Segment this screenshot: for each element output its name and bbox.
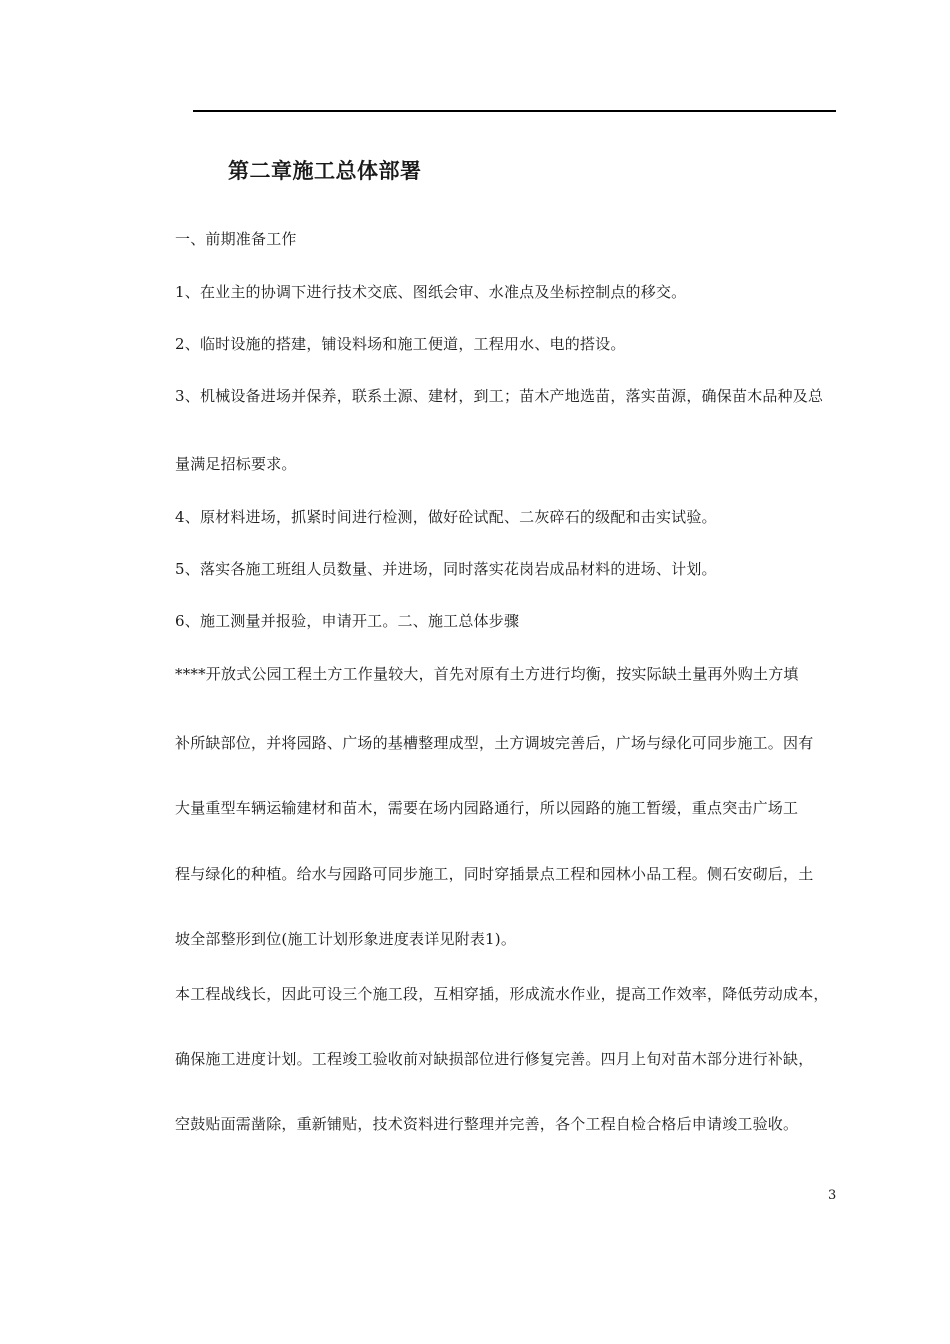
header-rule (193, 110, 836, 112)
paragraph-line: 3、机械设备进场并保养，联系土源、建材，到工；苗木产地选苗，落实苗源，确保苗木品种及总 (175, 387, 824, 405)
paragraph-line: 空鼓贴面需凿除，重新铺贴，技术资料进行整理并完善，各个工程自检合格后申请竣工验收。 (175, 1115, 799, 1133)
section-heading-preparation: 一、前期准备工作 (175, 230, 297, 248)
paragraph-line: 大量重型车辆运输建材和苗木，需要在场内园路通行，所以园路的施工暂缓，重点突击广场工 (175, 799, 799, 817)
paragraph-line: 补所缺部位，并将园路、广场的基槽整理成型，土方调坡完善后，广场与绿化可同步施工。因有 (175, 734, 814, 752)
paragraph-line: 确保施工进度计划。工程竣工验收前对缺损部位进行修复完善。四月上旬对苗木部分进行补缺， (175, 1050, 814, 1068)
paragraph-line: 量满足招标要求。 (175, 455, 297, 473)
paragraph-line: 5、落实各施工班组人员数量、并进场，同时落实花岗岩成品材料的进场、计划。 (175, 560, 717, 578)
paragraph-line: 本工程战线长，因此可设三个施工段，互相穿插，形成流水作业，提高工作效率，降低劳动成本， (175, 985, 829, 1003)
paragraph-line: 4、原材料进场，抓紧时间进行检测，做好砼试配、二灰碎石的级配和击实试验。 (175, 508, 717, 526)
paragraph-line: ****开放式公园工程土方工作量较大，首先对原有土方进行均衡，按实际缺土量再外购土方填 (175, 665, 799, 683)
page-number: 3 (828, 1188, 837, 1203)
paragraph-line: 程与绿化的种植。给水与园路可同步施工，同时穿插景点工程和园林小品工程。侧石安砌后，土 (175, 865, 814, 883)
chapter-title: 第二章施工总体部署 (228, 158, 422, 183)
paragraph-line: 1、在业主的协调下进行技术交底、图纸会审、水准点及坐标控制点的移交。 (175, 283, 687, 301)
paragraph-line: 坡全部整形到位(施工计划形象进度表详见附表1)。 (175, 930, 517, 948)
paragraph-line: 6、施工测量并报验，申请开工。二、施工总体步骤 (175, 612, 520, 630)
paragraph-line: 2、临时设施的搭建，铺设料场和施工便道，工程用水、电的搭设。 (175, 335, 626, 353)
